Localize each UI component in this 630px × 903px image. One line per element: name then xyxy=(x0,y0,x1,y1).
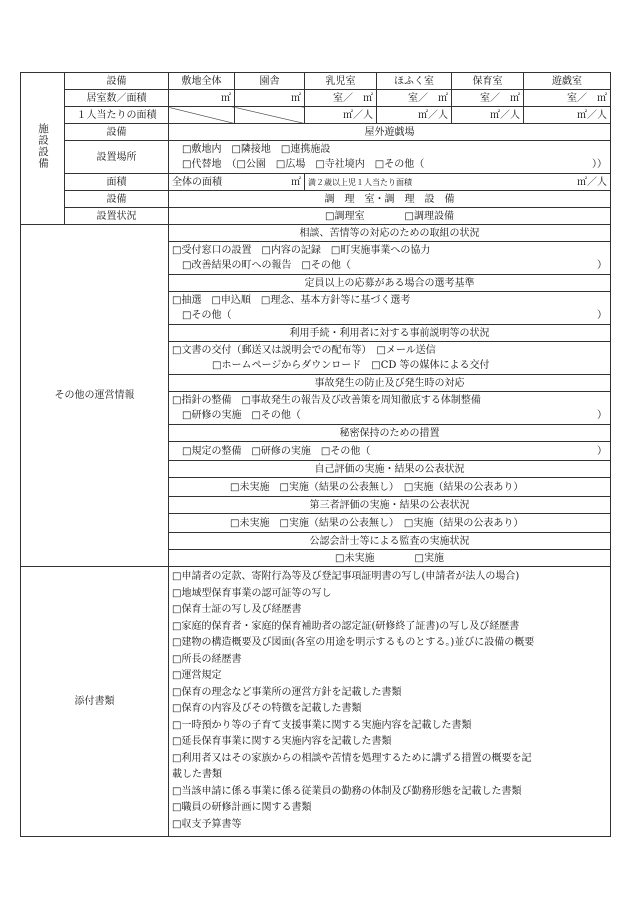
per-person-label: １人当たりの面積 xyxy=(65,107,169,124)
self-eval-heading: 自己評価の実施・結果の公表状況 xyxy=(169,461,611,478)
col-building: 園舎 xyxy=(235,73,305,90)
attachment-item[interactable]: □地域型保育事業の認可証等の写し xyxy=(172,587,332,599)
status-label: 設置状況 xyxy=(65,208,169,225)
crawl-room-field[interactable]: 室／ ㎡ xyxy=(377,90,452,107)
col-nursery-room: 保育室 xyxy=(452,73,524,90)
attachment-item-continued: 載した書類 xyxy=(172,769,222,780)
attachments-list xyxy=(169,567,611,837)
equipment-label: 設備 xyxy=(65,73,169,90)
col-crawl-room: ほふく室 xyxy=(377,73,452,90)
na-cell xyxy=(235,107,305,124)
col-site: 敷地全体 xyxy=(169,73,235,90)
infant-room-field[interactable]: 室／ ㎡ xyxy=(305,90,377,107)
attachment-item[interactable]: □職員の研修計画に関する書類 xyxy=(172,802,312,813)
na-cell xyxy=(169,107,235,124)
attachment-item[interactable]: □保育士証の写し及び経歴書 xyxy=(172,604,302,615)
facility-table xyxy=(20,72,611,225)
cook-equipment-label: 設備 xyxy=(65,191,169,208)
outdoor-play-title: 屋外遊戯場 xyxy=(169,124,611,141)
attachment-item[interactable]: □保育の内容及びその特徴を記載した書類 xyxy=(172,703,362,714)
secret-heading: 秘密保持のための措置 xyxy=(169,425,611,442)
attachment-item[interactable]: □利用者又はその家族からの相談や苦情を処理するために講ずる措置の概要を記 xyxy=(172,752,532,764)
attachment-item[interactable]: □所長の経歴書 xyxy=(172,653,242,665)
play-equipment-label: 設備 xyxy=(65,124,169,141)
attachment-item[interactable]: □延長保育事業に関する実施内容を記載した書類 xyxy=(172,736,392,747)
play-room-field[interactable]: 室／ ㎡ xyxy=(524,90,611,107)
explain-options[interactable]: □文書の交付（郵送又は説明会での配布等） □メール送信 □ホームページからダウンロード □CD 等の媒体による交付 xyxy=(169,342,611,375)
explain-heading: 利用手続・利用者に対する事前説明等の状況 xyxy=(169,325,611,342)
attachment-item[interactable]: □家庭的保育者・家庭的保育補助者の認定証(研修終了証書)の写し及び経歴書 xyxy=(172,620,520,632)
attachment-item[interactable]: □収支予算書等 xyxy=(172,818,242,830)
site-area-field[interactable]: ㎡ xyxy=(169,90,235,107)
attachment-item[interactable]: □建物の構造概要及び図面(各室の用途を明示するものとする。)並びに設備の概要 xyxy=(172,637,535,648)
status-options[interactable]: □調理室 □調理設備 xyxy=(169,208,611,225)
facility-section-label: 施設設備 xyxy=(21,73,65,225)
play-per-person-field[interactable]: ㎡／人 xyxy=(524,107,611,124)
location-label: 設置場所 xyxy=(65,141,169,174)
third-eval-options[interactable]: □未実施 □実施（結果の公表無し） □実施（結果の公表あり） xyxy=(169,514,611,533)
attachment-item[interactable]: □運営規定 xyxy=(172,670,222,681)
total-area-field[interactable]: 全体の面積 ㎡ xyxy=(169,174,305,191)
attachments-table xyxy=(20,566,611,837)
attachment-item[interactable]: □当該申請に係る事業に係る従業員の勤務の体制及び勤務形態を記載した書類 xyxy=(172,785,522,797)
application-form xyxy=(20,72,610,837)
attachment-item[interactable]: □保育の理念など事業所の運営方針を記載した書類 xyxy=(172,686,402,698)
accident-options[interactable]: □指針の整備 □事故発生の報告及び改善策を周知徹底する体制整備 □研修の実施 □その他（ ） xyxy=(169,392,611,425)
cook-title: 調 理 室・調 理 設 備 xyxy=(169,191,611,208)
col-play-room: 遊戯室 xyxy=(524,73,611,90)
audit-heading: 公認会計士等による監査の実施状況 xyxy=(169,533,611,550)
consult-heading: 相談、苦情等の対応のための取組の状況 xyxy=(169,225,611,242)
selection-options[interactable]: □抽選 □申込順 □理念、基本方針等に基づく選考 □その他（ ） xyxy=(169,292,611,325)
col-infant-room: 乳児室 xyxy=(305,73,377,90)
consult-options[interactable]: □受付窓口の設置 □内容の記録 □町実施事業への協力 □改善結果の町への報告 □その他（ ） xyxy=(169,242,611,275)
building-area-field[interactable]: ㎡ xyxy=(235,90,305,107)
crawl-per-person-field[interactable]: ㎡／人 xyxy=(377,107,452,124)
area-label: 面積 xyxy=(65,174,169,191)
location-options[interactable]: □敷地内 □隣接地 □連携施設 □代替地 （□公園 □広場 □寺社境内 □その他（ ）） xyxy=(169,141,611,174)
rooms-area-label: 居室数／面積 xyxy=(65,90,169,107)
self-eval-options[interactable]: □未実施 □実施（結果の公表無し） □実施（結果の公表あり） xyxy=(169,478,611,497)
per-child-area-field[interactable]: 満２歳以上児１人当たり面積 ㎡／人 xyxy=(305,174,611,191)
secret-options[interactable]: □規定の整備 □研修の実施 □その他（ ） xyxy=(169,442,611,461)
attachment-item[interactable]: □申請者の定款、寄附行為等及び登記事項証明書の写し(申請者が法人の場合) xyxy=(172,571,520,582)
accident-heading: 事故発生の防止及び発生時の対応 xyxy=(169,375,611,392)
third-eval-heading: 第三者評価の実施・結果の公表状況 xyxy=(169,497,611,514)
audit-options[interactable]: □未実施 □実施 xyxy=(169,550,611,567)
attachments-section-label: 添付書類 xyxy=(21,567,169,837)
nursery-room-field[interactable]: 室／ ㎡ xyxy=(452,90,524,107)
infant-per-person-field[interactable]: ㎡／人 xyxy=(305,107,377,124)
attachment-item[interactable]: □一時預かり等の子育て支援事業に関する実施内容を記載した書類 xyxy=(172,719,472,731)
nursery-per-person-field[interactable]: ㎡／人 xyxy=(452,107,524,124)
ops-table xyxy=(20,224,611,567)
ops-section-label: その他の運営情報 xyxy=(21,225,169,567)
selection-heading: 定員以上の応募がある場合の選考基準 xyxy=(169,275,611,292)
